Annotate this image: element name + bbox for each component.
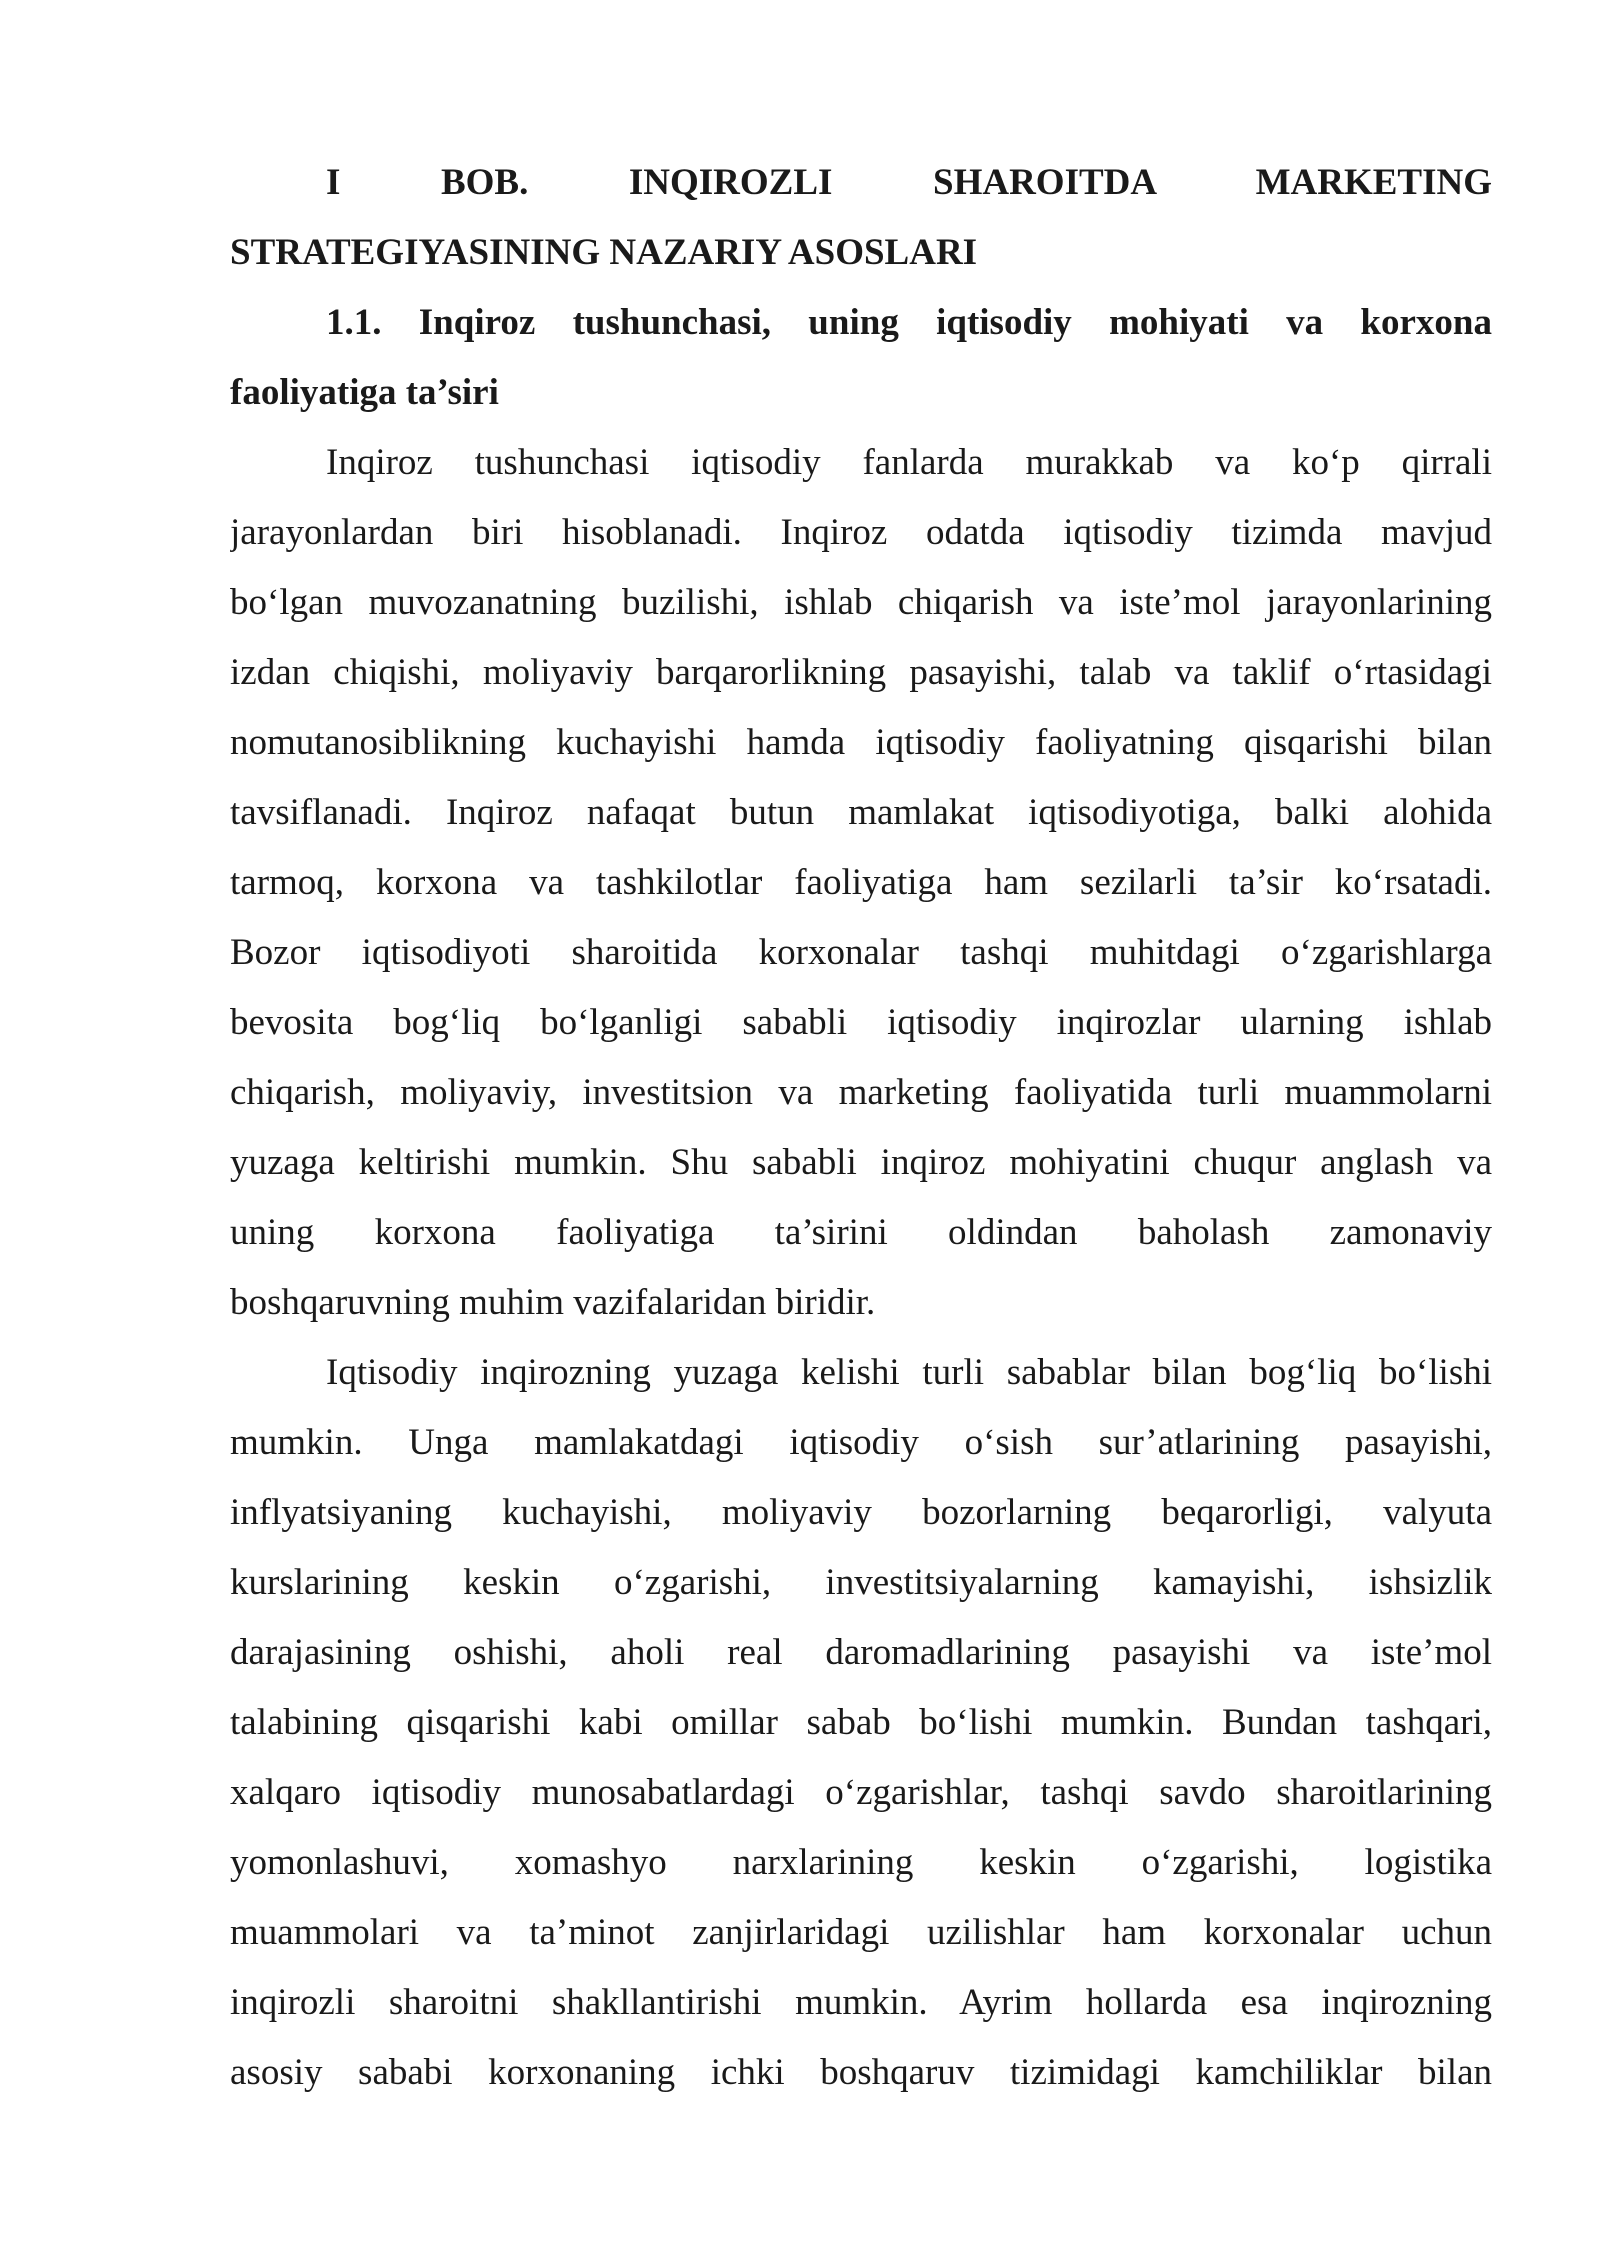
paragraph-line: inqirozli sharoitni shakllantirishi mumkin. Ayrim hollarda esa inqirozning [230,1982,1492,2023]
paragraph-line: Bozor iqtisodiyoti sharoitida korxonalar tashqi muhitdagi o‘zgarishlarga [230,932,1492,973]
paragraph-line: darajasining oshishi, aholi real daromadlarining pasayishi va iste’mol [230,1632,1492,1673]
paragraph-line: talabining qisqarishi kabi omillar sabab bo‘lishi mumkin. Bundan tashqari, [230,1702,1492,1743]
paragraph-line: inflyatsiyaning kuchayishi, moliyaviy bozorlarning beqarorligi, valyuta [230,1492,1492,1533]
paragraph-line: yomonlashuvi, xomashyo narxlarining keskin o‘zgarishi, logistika [230,1842,1492,1883]
section-heading [230,288,1492,428]
paragraph-line: kurslarining keskin o‘zgarishi, investitsiyalarning kamayishi, ishsizlik [230,1562,1492,1603]
chapter-heading-line: STRATEGIYASINING NAZARIY ASOSLARI [230,232,978,273]
paragraph-line: bo‘lgan muvozanatning buzilishi, ishlab chiqarish va iste’mol jarayonlarining [230,582,1492,623]
chapter-heading-line: I BOB. INQIROZLI SHAROITDA MARKETING [326,162,1492,203]
paragraph-2 [230,1338,1492,2108]
paragraph-line: uning korxona faoliyatiga ta’sirini oldindan baholash zamonaviy [230,1212,1492,1253]
paragraph-line: Iqtisodiy inqirozning yuzaga kelishi turli sabablar bilan bog‘liq bo‘lishi [326,1352,1492,1393]
paragraph-line: izdan chiqishi, moliyaviy barqarorlikning pasayishi, talab va taklif o‘rtasidagi [230,652,1492,693]
paragraph-line: yuzaga keltirishi mumkin. Shu sababli inqiroz mohiyatini chuqur anglash va [230,1142,1492,1183]
paragraph-line: jarayonlardan biri hisoblanadi. Inqiroz odatda iqtisodiy tizimda mavjud [230,512,1492,553]
paragraph-line: mumkin. Unga mamlakatdagi iqtisodiy o‘sish sur’atlarining pasayishi, [230,1422,1492,1463]
chapter-heading [230,148,1492,288]
paragraph-1 [230,428,1492,1338]
paragraph-line: nomutanosiblikning kuchayishi hamda iqtisodiy faoliyatning qisqarishi bilan [230,722,1492,763]
paragraph-line: muammolari va ta’minot zanjirlaridagi uzilishlar ham korxonalar uchun [230,1912,1492,1953]
paragraph-line: xalqaro iqtisodiy munosabatlardagi o‘zgarishlar, tashqi savdo sharoitlarining [230,1772,1492,1813]
paragraph-line: boshqaruvning muhim vazifalaridan biridir. [230,1282,876,1323]
paragraph-line: tavsiflanadi. Inqiroz nafaqat butun mamlakat iqtisodiyotiga, balki alohida [230,792,1492,833]
section-heading-line: faoliyatiga ta’siri [230,372,499,413]
paragraph-line: tarmoq, korxona va tashkilotlar faoliyatiga ham sezilarli ta’sir ko‘rsatadi. [230,862,1492,903]
paragraph-line: Inqiroz tushunchasi iqtisodiy fanlarda murakkab va ko‘p qirrali [326,442,1492,483]
document-page [230,148,1492,2108]
section-heading-line: 1.1. Inqiroz tushunchasi, uning iqtisodiy mohiyati va korxona [326,302,1492,343]
paragraph-line: asosiy sababi korxonaning ichki boshqaruv tizimidagi kamchiliklar bilan [230,2052,1492,2093]
paragraph-line: bevosita bog‘liq bo‘lganligi sababli iqtisodiy inqirozlar ularning ishlab [230,1002,1492,1043]
paragraph-line: chiqarish, moliyaviy, investitsion va marketing faoliyatida turli muammolarni [230,1072,1492,1113]
